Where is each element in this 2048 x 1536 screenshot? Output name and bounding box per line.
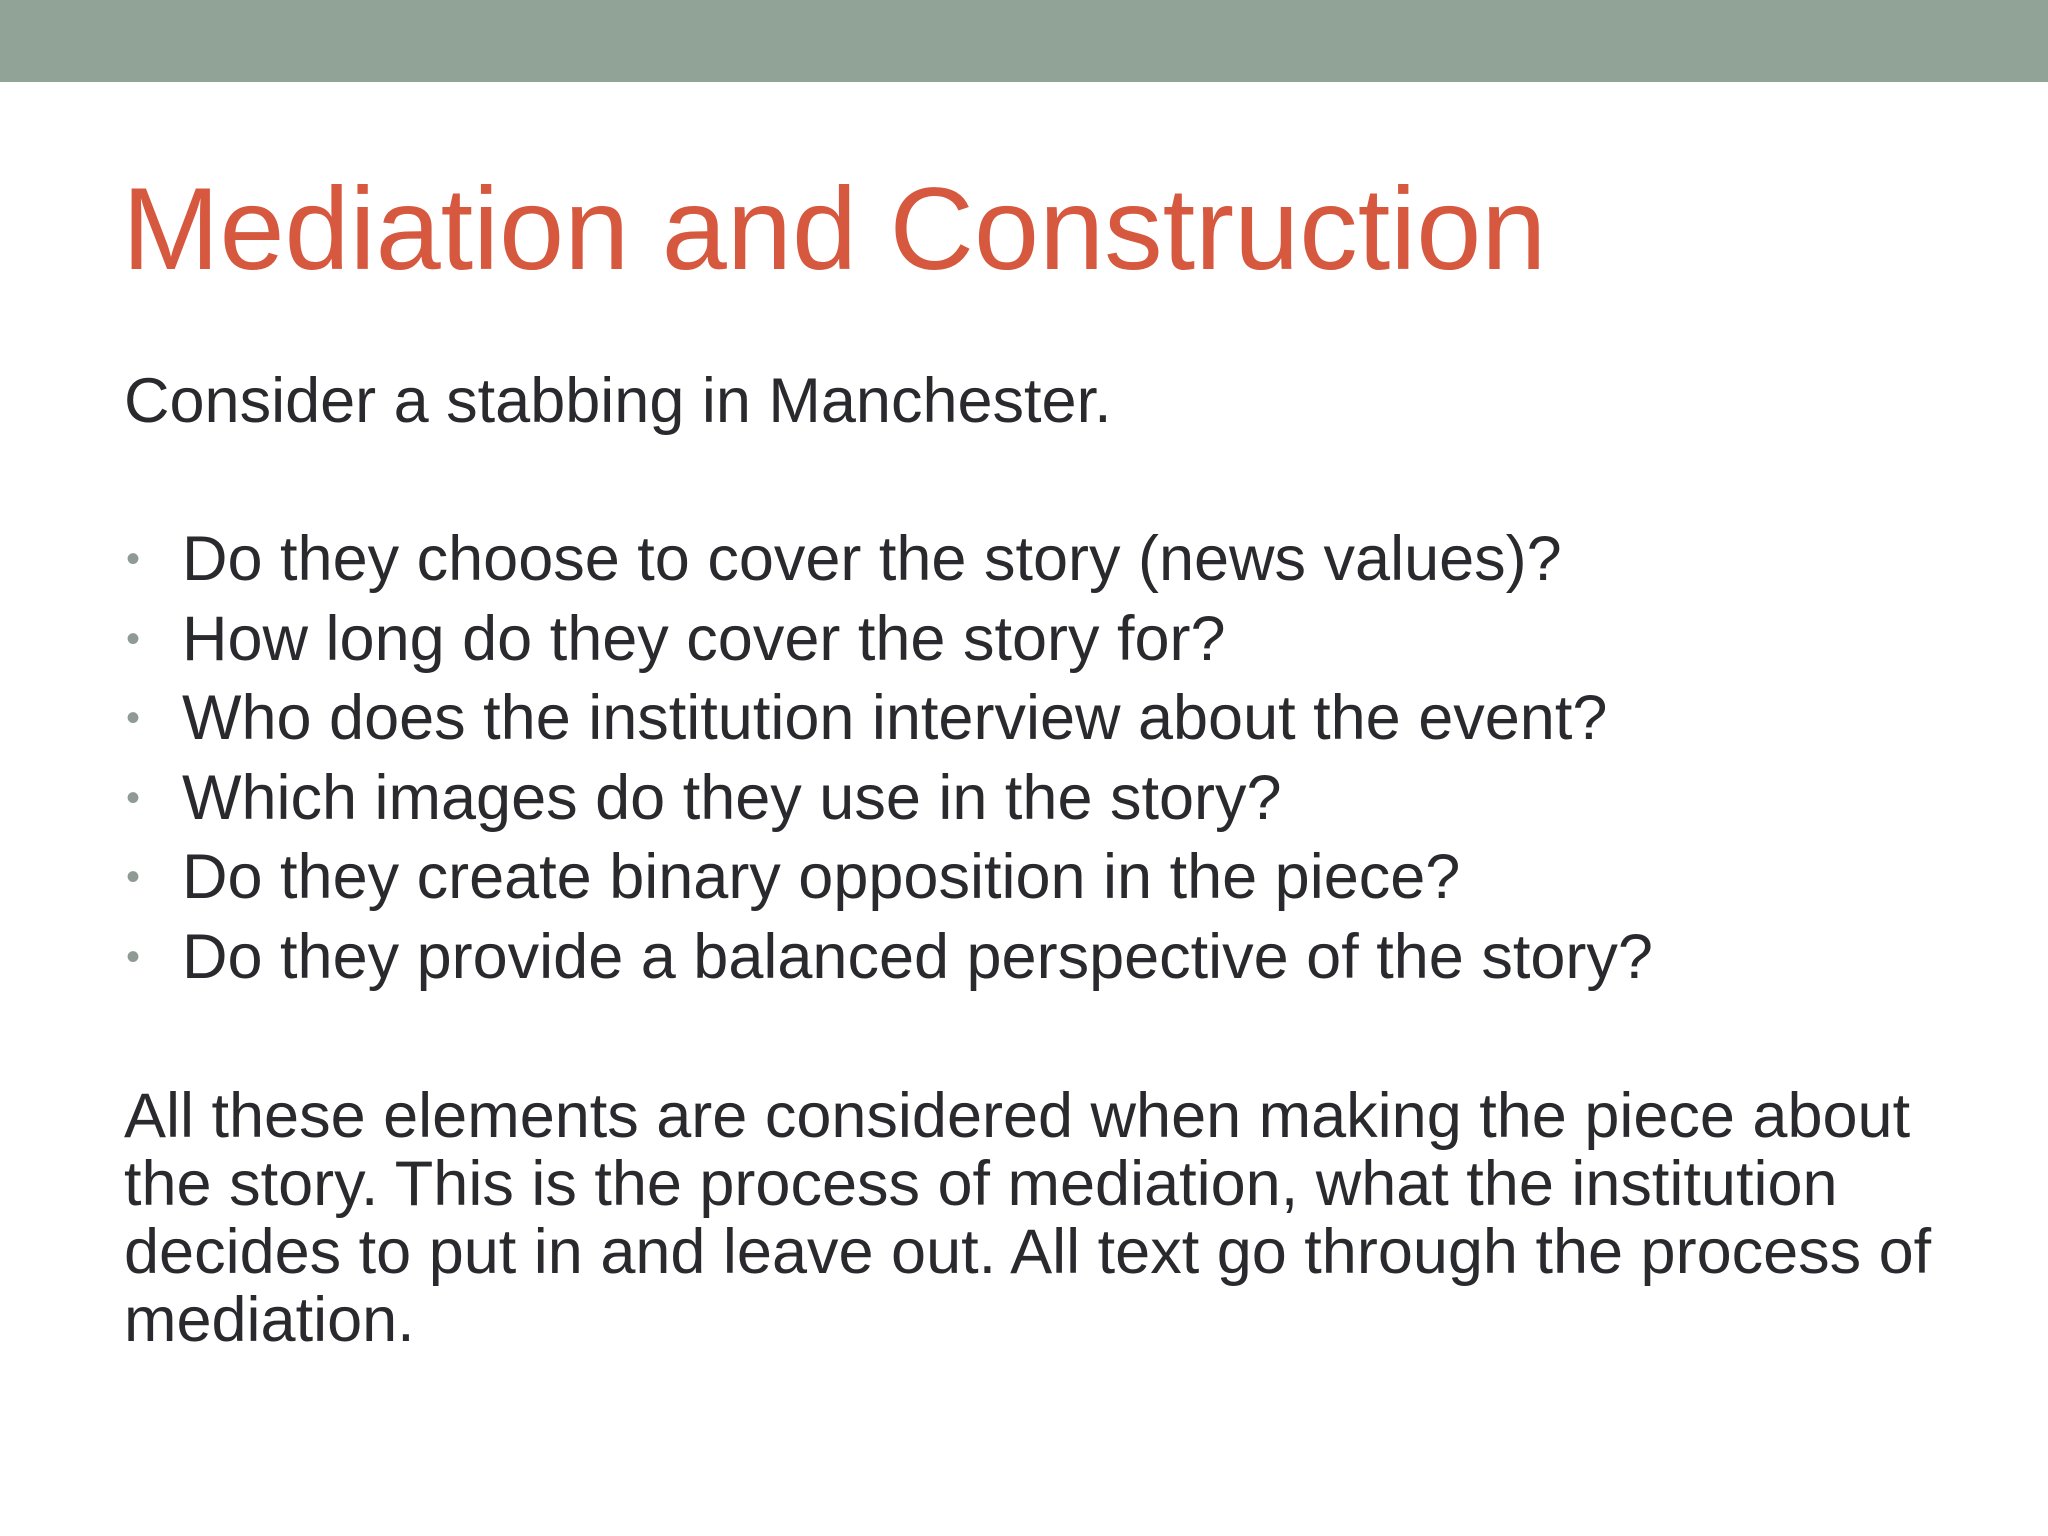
bullet-text: Do they choose to cover the story (news values)? — [182, 524, 1562, 594]
bullet-text: Which images do they use in the story? — [182, 762, 1282, 833]
bullet-item — [124, 838, 1653, 918]
bullet-text: Do they create binary opposition in the piece? — [182, 842, 1461, 912]
bullet-text: How long do they cover the story for? — [182, 603, 1226, 674]
bullet-item — [124, 918, 1653, 998]
bullet-text: Who does the institution interview about the event? — [182, 683, 1608, 753]
bullet-icon: • — [126, 696, 141, 740]
bullet-list — [124, 520, 1653, 997]
header-band — [0, 0, 2048, 82]
bullet-item — [124, 679, 1653, 759]
intro-text: Consider a stabbing in Manchester. — [124, 366, 1112, 436]
bullet-icon: • — [126, 537, 141, 581]
conclusion-text: All these elements are considered when making the piece about the story. This is the process of mediation, what the institution decides to put in and leave out. All text go through the process of mediation. — [124, 1081, 1932, 1355]
bullet-icon: • — [126, 934, 141, 979]
bullet-icon: • — [126, 855, 141, 899]
bullet-item — [124, 600, 1653, 680]
bullet-item — [124, 759, 1653, 839]
slide-title: Mediation and Construction — [122, 163, 1547, 294]
bullet-icon: • — [126, 775, 141, 820]
bullet-text: Do they provide a balanced perspective of the story? — [182, 921, 1653, 992]
bullet-item — [124, 520, 1653, 600]
bullet-icon: • — [126, 616, 141, 661]
